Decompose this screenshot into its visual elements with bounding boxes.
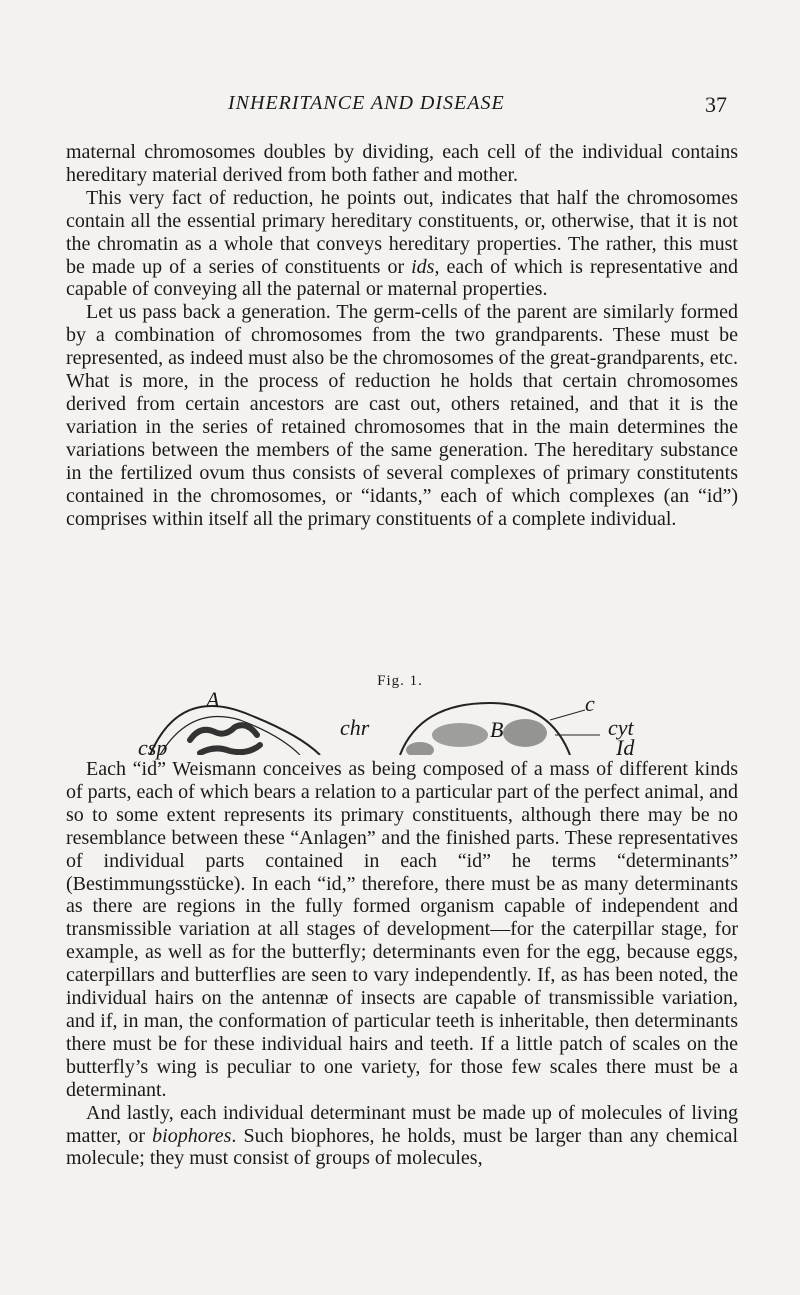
paragraph-text: This very fact of reduction, he points out, indicates that half the chromosomes contain all the essential primary hereditary constituents, or, otherwise, that it is not the chromatin as a whole that conveys hereditary properties. The rather, this must be made up of a series of constituents or ids, each of which is representative and capable of conveying all the paternal or maternal properties. (66, 186, 738, 301)
text-block-top (66, 141, 738, 530)
running-title: INHERITANCE AND DISEASE (228, 92, 505, 114)
text-block-bottom (66, 758, 738, 1170)
label-id: Id (616, 735, 635, 760)
label-a: A (206, 687, 220, 712)
figure-1 (130, 687, 690, 760)
paragraph: Let us pass back a generation. The germ-cells of the parent are similarly formed by a combination of chromosomes from the two grandparents. These must be represented, as indeed must also be the chromosomes of the great-grandparents, etc. What is more, in the process of reduction he holds that certain chromosomes derived from certain ancestors are cast out, others retained, and that it is the variation in the series of retained chromosomes that in the main determines the variations between the members of the same generation. The hereditary substance in the fertilized ovum thus consists of several complexes of primary constitutents contained in the chromosomes, or “idants,” each of which complexes (an “id”) comprises within itself all the primary constituents of a complete individual. (66, 301, 738, 530)
paragraph (66, 187, 738, 302)
label-c: c (585, 691, 595, 716)
page-number: 37 (705, 92, 727, 117)
paragraph: Each “id” Weismann conceives as being composed of a mass of different kinds of parts, each of which bears a relation to a particular part of the perfect animal, and so to some extent represents its primary constituents, although there may be no resemblance between these “Anlagen” and the finished parts. These representatives of individual parts contained in each “id” he terms “determinants” (Bestimmungsstücke). In each “id,” therefore, there must be as many determinants as there are regions in the fully formed organism capable of independent and transmissible variation at all stages of development—for the caterpillar stage, for example, as well as for the butterfly; determinants even for the egg, because eggs, caterpillars and butterflies are seen to vary independently. If, as has been noted, the individual hairs on the antennæ of insects are capable of transmissible variation, and if, in man, the conformation of particular teeth is inheritable, then determinants there must be for these individual hairs and teeth. If a little patch of scales on the butterfly’s wing is peculiar to one variety, for those few scales there must be a determinant. (66, 758, 738, 1101)
paragraph (66, 1102, 738, 1171)
paragraph-text: And lastly, each individual determinant must be made up of molecules of living matter, or biophores. Such biophores, he holds, must be larger than any chemical molecule; they must consist of groups of molecules, (66, 1101, 738, 1170)
label-cyt: cyt (608, 715, 634, 740)
cell-drawing-a (150, 706, 320, 755)
figure-caption: Fig. 1. (377, 673, 423, 689)
label-csp: csp (138, 735, 168, 760)
label-chr: chr (340, 715, 370, 740)
label-b: B (490, 717, 504, 742)
paragraph: maternal chromosomes doubles by dividing, each cell of the individual contains hereditary material derived from both father and mother. (66, 141, 738, 186)
page-header (0, 92, 800, 122)
